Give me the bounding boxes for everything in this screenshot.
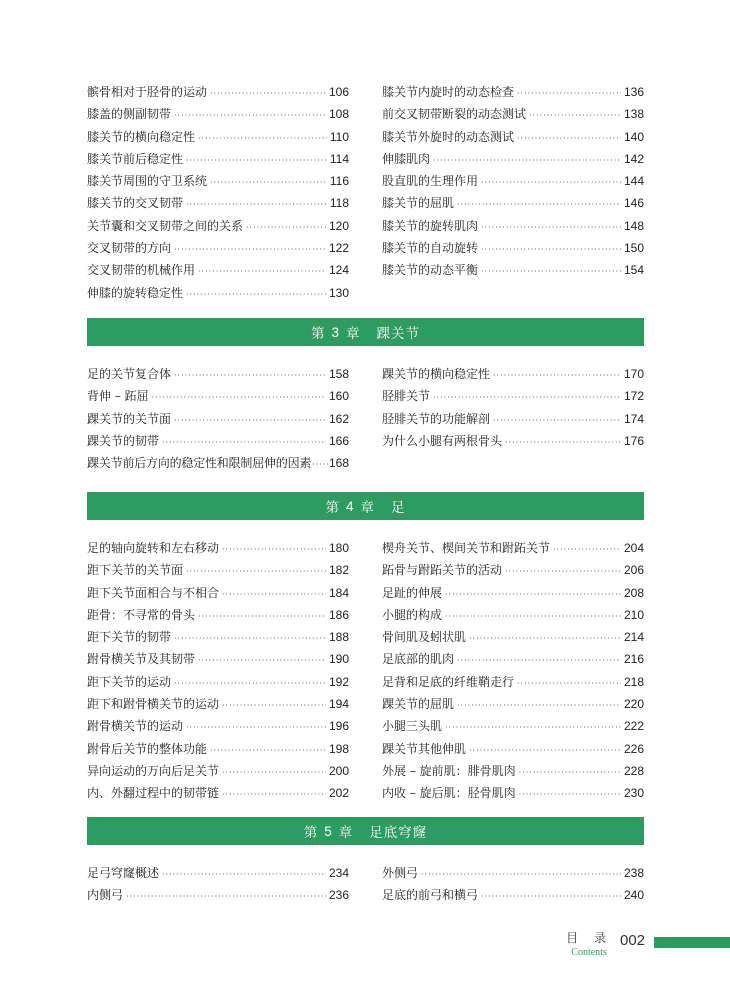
toc-entry-page: 114 <box>329 151 349 166</box>
toc-entry[interactable] <box>382 886 644 908</box>
toc-entry-page: 144 <box>623 174 644 189</box>
toc-entry-page: 218 <box>623 674 644 689</box>
toc-entry[interactable] <box>87 365 349 387</box>
toc-entry[interactable] <box>87 454 349 476</box>
toc-entry-page: 172 <box>623 389 644 404</box>
toc-entry-page: 160 <box>328 389 349 404</box>
toc-entry-title: 足的关节复合体 <box>87 367 172 381</box>
dot-leader <box>469 746 621 755</box>
toc-entry-title: 膝关节的横向稳定性 <box>87 129 196 144</box>
toc-entry-page: 194 <box>328 697 349 712</box>
dot-leader <box>162 438 326 447</box>
chapter-4-banner <box>87 492 644 520</box>
toc-entry-title: 踝关节的韧带 <box>87 433 160 448</box>
toc-entry[interactable] <box>87 740 349 762</box>
toc-entry-page: 228 <box>623 763 644 778</box>
toc-entry-page: 200 <box>328 763 349 778</box>
toc-entry[interactable] <box>382 105 644 127</box>
toc-entry[interactable] <box>382 387 644 409</box>
dot-leader <box>553 545 621 554</box>
toc-entry-title: 外展 – 旋前肌：腓骨肌肉 <box>382 763 516 778</box>
chapter-number: 4 <box>345 498 355 514</box>
toc-entry-page: 148 <box>623 218 644 233</box>
toc-entry[interactable] <box>382 410 644 432</box>
toc-entry-title: 楔舟关节、楔间关节和跗跖关节 <box>382 541 551 555</box>
toc-entry-page: 186 <box>328 607 349 622</box>
toc-entry[interactable] <box>87 864 349 886</box>
toc-entry[interactable] <box>87 762 349 784</box>
chapter-suffix: 章 <box>360 500 375 516</box>
chapter-prefix: 第 <box>303 825 319 841</box>
dot-leader <box>174 634 326 643</box>
dot-leader <box>421 870 621 879</box>
toc-entry[interactable] <box>382 628 644 650</box>
toc-entry[interactable] <box>382 194 644 216</box>
toc-entry-page: 168 <box>328 456 349 471</box>
toc-entry-title: 异向运动的万向后足关节 <box>87 763 220 778</box>
toc-entry-title: 膝关节周围的守卫系统 <box>87 174 208 189</box>
chapter-title: 足底穹窿 <box>369 825 428 841</box>
dot-leader <box>126 892 326 901</box>
dot-leader <box>174 371 326 380</box>
dot-leader <box>222 768 326 777</box>
toc-column-right <box>382 864 644 909</box>
dot-leader <box>152 393 326 402</box>
toc-entry-title: 关节囊和交叉韧带之间的关系 <box>87 218 244 233</box>
toc-entry-title: 足底部的肌肉 <box>382 652 455 667</box>
toc-entry[interactable] <box>87 717 349 739</box>
toc-entry-title: 膝关节的屈肌 <box>382 196 455 211</box>
toc-entry-title: 踝关节其他伸肌 <box>382 741 467 756</box>
toc-entry-page: 180 <box>328 541 349 555</box>
toc-entry-page: 174 <box>623 411 644 426</box>
toc-entry-title: 踝关节的关节面 <box>87 411 172 426</box>
toc-entry-page: 182 <box>328 563 349 578</box>
toc-entry-page: 162 <box>328 411 349 426</box>
toc-entry-title: 膝关节的动态平衡 <box>382 263 479 278</box>
dot-leader <box>312 460 328 469</box>
toc-entry-title: 内收 – 旋后肌：胫骨肌肉 <box>382 786 516 801</box>
toc-entry[interactable] <box>87 239 349 261</box>
toc-entry[interactable] <box>87 387 349 409</box>
dot-leader <box>186 200 327 209</box>
toc-entry-title: 距下关节的运动 <box>87 674 172 689</box>
dot-leader <box>505 567 621 576</box>
toc-entry-title: 股直肌的生理作用 <box>382 174 479 189</box>
dot-leader <box>198 612 326 621</box>
toc-entry-title: 伸膝肌肉 <box>382 151 431 166</box>
dot-leader <box>457 701 621 710</box>
dot-leader <box>519 768 621 777</box>
dot-leader <box>246 223 326 232</box>
toc-entry[interactable] <box>382 561 644 583</box>
toc-section-ankle <box>87 365 644 476</box>
toc-column-left <box>87 83 349 306</box>
toc-entry-title: 为什么小腿有两根骨头 <box>382 433 503 448</box>
toc-entry-title: 小腿的构成 <box>382 607 443 622</box>
toc-entry[interactable] <box>87 584 349 606</box>
dot-leader <box>469 634 621 643</box>
toc-entry-page: 188 <box>328 630 349 645</box>
toc-entry-title: 外侧弓 <box>382 866 419 880</box>
toc-entry-title: 足的轴向旋转和左右移动 <box>87 541 220 555</box>
toc-entry-title: 距下关节面相合与不相合 <box>87 585 220 600</box>
toc-entry-page: 142 <box>623 151 644 166</box>
toc-entry[interactable] <box>87 284 349 306</box>
toc-entry-page: 198 <box>328 741 349 756</box>
dot-leader <box>445 612 621 621</box>
page-number: 002 <box>620 932 646 949</box>
toc-entry[interactable] <box>382 539 644 561</box>
dot-leader <box>222 545 326 554</box>
dot-leader <box>174 416 326 425</box>
toc-entry[interactable] <box>382 172 644 194</box>
toc-entry-page: 150 <box>623 241 644 256</box>
toc-entry-title: 膝盖的侧副韧带 <box>87 107 172 122</box>
toc-entry-title: 交叉韧带的方向 <box>87 241 172 256</box>
toc-entry-title: 膝关节的交叉韧带 <box>87 196 184 211</box>
dot-leader <box>198 267 326 276</box>
toc-entry-page: 146 <box>623 196 644 211</box>
chapter-suffix: 章 <box>346 326 361 342</box>
toc-entry-page: 116 <box>329 174 349 189</box>
toc-entry-page: 190 <box>328 652 349 667</box>
toc-entry-page: 238 <box>623 866 644 880</box>
toc-entry-page: 192 <box>328 674 349 689</box>
toc-entry[interactable] <box>382 128 644 150</box>
toc-entry-page: 222 <box>623 719 644 734</box>
toc-entry-page: 120 <box>328 218 349 233</box>
dot-leader <box>198 134 327 143</box>
toc-section-knee <box>87 83 644 306</box>
footer-label <box>566 929 612 958</box>
toc-entry-title: 胫腓关节的功能解剖 <box>382 411 491 426</box>
toc-entry-page: 140 <box>623 129 644 144</box>
toc-entry-title: 胫腓关节 <box>382 389 431 404</box>
chapter-5-banner <box>87 817 644 845</box>
toc-entry-title: 内侧弓 <box>87 888 124 903</box>
toc-entry[interactable] <box>382 864 644 886</box>
toc-column-right <box>382 365 644 476</box>
toc-entry-page: 106 <box>328 85 349 99</box>
toc-entry-title: 足弓穹窿概述 <box>87 866 160 880</box>
toc-entry-page: 154 <box>623 263 644 278</box>
dot-leader <box>174 245 326 254</box>
dot-leader <box>174 679 326 688</box>
toc-entry-page: 226 <box>623 741 644 756</box>
toc-entry[interactable] <box>382 606 644 628</box>
toc-entry[interactable] <box>87 105 349 127</box>
toc-entry-title: 交叉韧带的机械作用 <box>87 263 196 278</box>
toc-entry-page: 108 <box>328 107 349 122</box>
toc-entry[interactable] <box>382 740 644 762</box>
toc-entry-title: 前交叉韧带断裂的动态测试 <box>382 107 527 122</box>
toc-entry[interactable] <box>382 584 644 606</box>
dot-leader <box>222 590 326 599</box>
toc-entry-title: 内、外翻过程中的韧带链 <box>87 786 220 801</box>
toc-entry-page: 204 <box>623 541 644 555</box>
toc-entry[interactable] <box>87 128 349 150</box>
toc-entry-page: 236 <box>328 888 349 903</box>
toc-entry-page: 206 <box>623 563 644 578</box>
toc-entry-page: 240 <box>623 888 644 903</box>
toc-entry[interactable] <box>87 673 349 695</box>
toc-section-arch <box>87 864 644 909</box>
chapter-suffix: 章 <box>338 825 354 841</box>
dot-leader <box>186 567 326 576</box>
dot-leader <box>186 723 326 732</box>
toc-entry-title: 踝关节的横向稳定性 <box>382 367 491 381</box>
dot-leader <box>517 134 621 143</box>
chapter-3-banner <box>87 318 644 346</box>
dot-leader <box>529 111 621 120</box>
toc-entry[interactable] <box>87 261 349 283</box>
toc-entry[interactable] <box>87 83 349 105</box>
dot-leader <box>517 679 621 688</box>
dot-leader <box>433 156 621 165</box>
toc-entry[interactable] <box>87 784 349 806</box>
toc-entry-title: 小腿三头肌 <box>382 719 443 734</box>
toc-entry[interactable] <box>382 261 644 283</box>
toc-entry[interactable] <box>87 410 349 432</box>
toc-entry-title: 膝关节外旋时的动态测试 <box>382 129 515 144</box>
toc-column-left <box>87 864 349 909</box>
toc-entry[interactable] <box>382 217 644 239</box>
dot-leader <box>481 892 621 901</box>
toc-entry-title: 踝关节的屈肌 <box>382 697 455 712</box>
dot-leader <box>505 438 621 447</box>
toc-entry-page: 138 <box>623 107 644 122</box>
dot-leader <box>198 656 326 665</box>
toc-entry-title: 跗骨横关节的运动 <box>87 719 184 734</box>
toc-entry-page: 136 <box>623 85 644 99</box>
toc-entry-page: 216 <box>623 652 644 667</box>
toc-entry-title: 踝关节前后方向的稳定性和限制屈伸的因素 <box>87 456 312 471</box>
toc-entry-title: 跗骨后关节的整体功能 <box>87 741 208 756</box>
toc-entry-title: 伸膝的旋转稳定性 <box>87 285 184 300</box>
toc-entry-page: 122 <box>328 241 349 256</box>
toc-entry-page: 196 <box>328 719 349 734</box>
toc-entry[interactable] <box>382 784 644 806</box>
toc-entry-title: 膝关节前后稳定性 <box>87 151 184 166</box>
toc-column-right <box>382 83 644 306</box>
dot-leader <box>162 870 326 879</box>
toc-entry-title: 膝关节的旋转肌肉 <box>382 218 479 233</box>
toc-entry[interactable] <box>382 83 644 105</box>
toc-entry-page: 210 <box>623 607 644 622</box>
dot-leader <box>445 723 621 732</box>
toc-entry-page: 234 <box>328 866 349 880</box>
toc-entry-page: 176 <box>623 433 644 448</box>
toc-entry[interactable] <box>87 539 349 561</box>
toc-entry-page: 170 <box>623 367 644 381</box>
toc-entry-title: 背伸 – 跖屈 <box>87 389 149 404</box>
toc-entry-title: 骨间肌及蚓状肌 <box>382 630 467 645</box>
toc-entry-page: 214 <box>623 630 644 645</box>
toc-entry-title: 足底的前弓和横弓 <box>382 888 479 903</box>
dot-leader <box>186 290 326 299</box>
dot-leader <box>481 245 621 254</box>
toc-column-left <box>87 365 349 476</box>
toc-entry[interactable] <box>87 561 349 583</box>
toc-entry[interactable] <box>382 150 644 172</box>
chapter-prefix: 第 <box>310 326 326 342</box>
toc-entry-page: 158 <box>328 367 349 381</box>
toc-entry-title: 膝关节内旋时的动态检查 <box>382 85 515 99</box>
toc-entry-title: 跖骨与跗跖关节的活动 <box>382 563 503 578</box>
toc-entry[interactable] <box>382 650 644 672</box>
toc-entry[interactable] <box>87 432 349 454</box>
dot-leader <box>445 590 621 599</box>
toc-entry-title: 距下关节的关节面 <box>87 563 184 578</box>
toc-entry[interactable] <box>87 150 349 172</box>
dot-leader <box>210 746 326 755</box>
toc-entry-page: 220 <box>623 697 644 712</box>
toc-entry-title: 距下和跗骨横关节的运动 <box>87 697 220 712</box>
toc-entry[interactable] <box>87 172 349 194</box>
toc-entry[interactable] <box>87 628 349 650</box>
toc-entry-page: 124 <box>328 263 349 278</box>
toc-entry[interactable] <box>382 432 644 454</box>
toc-entry-page: 118 <box>329 196 349 211</box>
footer-label-en: Contents <box>571 947 607 958</box>
toc-entry-page: 202 <box>328 786 349 801</box>
toc-section-foot <box>87 539 644 807</box>
dot-leader <box>222 790 326 799</box>
toc-entry[interactable] <box>87 695 349 717</box>
toc-entry-title: 足背和足底的纤维鞘走行 <box>382 674 515 689</box>
toc-entry-page: 184 <box>328 585 349 600</box>
toc-entry-page: 208 <box>623 585 644 600</box>
dot-leader <box>222 701 326 710</box>
toc-entry-page: 130 <box>328 285 349 300</box>
toc-entry[interactable] <box>382 695 644 717</box>
toc-entry-title: 距下关节的韧带 <box>87 630 172 645</box>
toc-entry[interactable] <box>382 365 644 387</box>
toc-entry-title: 距骨：不寻常的骨头 <box>87 607 196 622</box>
dot-leader <box>210 89 326 98</box>
dot-leader <box>186 156 327 165</box>
dot-leader <box>457 656 621 665</box>
dot-leader <box>457 200 621 209</box>
toc-entry-page: 230 <box>623 786 644 801</box>
toc-entry-page: 166 <box>328 433 349 448</box>
chapter-title: 足 <box>391 500 406 516</box>
toc-column-right <box>382 539 644 807</box>
toc-entry-title: 跗骨横关节及其韧带 <box>87 652 196 667</box>
dot-leader <box>174 111 326 120</box>
toc-entry[interactable] <box>87 606 349 628</box>
dot-leader <box>481 267 621 276</box>
toc-entry[interactable] <box>87 886 349 908</box>
toc-entry[interactable] <box>382 673 644 695</box>
chapter-prefix: 第 <box>325 500 340 516</box>
toc-entry[interactable] <box>382 239 644 261</box>
toc-entry[interactable] <box>87 650 349 672</box>
toc-entry[interactable] <box>87 194 349 216</box>
toc-column-left <box>87 539 349 807</box>
chapter-number: 3 <box>331 324 340 340</box>
toc-entry-title: 膝关节的自动旋转 <box>382 241 479 256</box>
chapter-number: 5 <box>324 823 333 839</box>
toc-entry[interactable] <box>382 717 644 739</box>
footer-accent-bar <box>654 937 730 948</box>
toc-entry-title: 足趾的伸展 <box>382 585 443 600</box>
dot-leader <box>519 790 621 799</box>
chapter-title: 踝关节 <box>376 326 420 342</box>
footer-label-zh: 目 录 <box>566 931 612 945</box>
dot-leader <box>493 416 621 425</box>
toc-entry[interactable] <box>87 217 349 239</box>
dot-leader <box>481 178 621 187</box>
dot-leader <box>433 393 621 402</box>
dot-leader <box>493 371 621 380</box>
dot-leader <box>210 178 327 187</box>
dot-leader <box>517 89 621 98</box>
dot-leader <box>481 223 621 232</box>
toc-entry-page: 110 <box>329 129 349 144</box>
toc-entry[interactable] <box>382 762 644 784</box>
toc-entry-title: 髌骨相对于胫骨的运动 <box>87 85 208 99</box>
